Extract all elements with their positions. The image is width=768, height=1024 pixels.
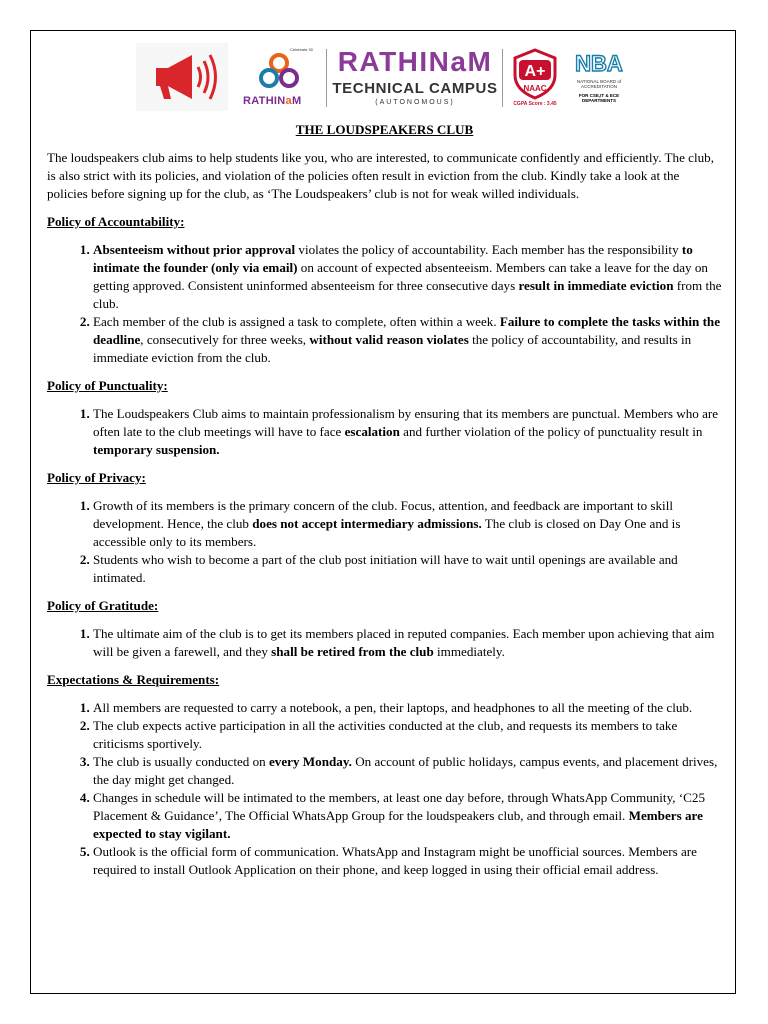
list-item: 1. Growth of its members is the primary concern of the club. Focus, attention, and feedback are important to skill development. Hence, the club does not accept intermediary admissions. The club is closed on Day One and is accessible only to its members. — [93, 497, 722, 551]
list-item: 2. Each member of the club is assigned a task to complete, often within a week. Failure to complete the tasks within the deadline, consecutively for three weeks, without valid reason violates the policy of accountability, and results in immediate eviction from the club. — [93, 313, 722, 367]
megaphone-icon — [136, 43, 228, 111]
list-item: 3. The club is usually conducted on every Monday. On account of public holidays, campus events, and placement drives, the day might get changed. — [93, 753, 722, 789]
section-heading-gratitude: Policy of Gratitude: — [47, 598, 159, 613]
list-item: 5. Outlook is the official form of communication. WhatsApp and Instagram might be unofficial sources. Members are required to install Outlook Application on their phone, and keep logged in using their official email address. — [93, 843, 722, 879]
section-heading-punctuality: Policy of Punctuality: — [47, 378, 168, 393]
campus-name: RATHINaM — [337, 46, 493, 77]
header-divider — [502, 49, 503, 107]
expectations-list — [47, 699, 722, 879]
header-logos — [136, 41, 632, 113]
accountability-list — [47, 241, 722, 367]
privacy-list — [47, 497, 722, 587]
nba-caption: NATIONAL BOARD of ACCREDITATION — [576, 79, 622, 89]
campus-logo — [332, 47, 498, 111]
list-item: 1. Absenteeism without prior approval violates the policy of accountability. Each member has the responsibility to intimate the founder (only via email) on account of expected absenteeism. Members can take a leave for the day on getting approved. Consistent uninformed absenteeism for three consecutive days result in immediate eviction from the club. — [93, 241, 722, 313]
nba-departments: FOR CSE,IT & ECE DEPARTMENTS — [578, 93, 620, 103]
campus-subtitle: TECHNICAL CAMPUS — [332, 80, 498, 97]
list-item: 1. All members are requested to carry a notebook, a pen, their laptops, and headphones to all the meeting of the club. — [93, 699, 722, 717]
section-heading-expectations: Expectations & Requirements: — [47, 672, 220, 687]
rathinam-tagline: Celebrate 30 — [290, 47, 313, 52]
punctuality-list — [47, 405, 722, 459]
document-title: THE LOUDSPEAKERS CLUB — [295, 122, 474, 137]
list-item: 2. Students who wish to become a part of the club post initiation will have to wait until openings are available and intimated. — [93, 551, 722, 587]
list-item: 1. The Loudspeakers Club aims to maintain professionalism by ensuring that its members are punctual. Members who are often late to the club meetings will have to face escalation and further violation of the policy of punctuality result in temporary suspension. — [93, 405, 722, 459]
intro-paragraph: The loudspeakers club aims to help students like you, who are interested, to communicate confidently and efficiently. The club, is also strict with its policies, and violation of the policies often result in eviction from the club. Kindly take a look at the policies before signing up for the club, as ‘The Loudspeakers’ club is not for weak willed individuals. — [47, 150, 714, 201]
list-item: 4. Changes in schedule will be intimated to the members, at least one day before, through WhatsApp Community, ‘C25 Placement & Guidance’, The Official WhatsApp Group for the loudspeakers club, and through email. Members are expected to stay vigilant. — [93, 789, 722, 843]
naac-score: CGPA Score : 3.45 — [513, 101, 557, 107]
list-item: 2. The club expects active participation in all the activities conducted at the club, and requests its members to take criticisms sportively. — [93, 717, 722, 753]
section-heading-accountability: Policy of Accountability: — [47, 214, 185, 229]
list-item: 1. The ultimate aim of the club is to get its members placed in reputed companies. Each member upon achieving that aim will be given a farewell, and they shall be retired from the club immediately. — [93, 625, 722, 661]
nba-wordmark: NBA — [575, 51, 623, 76]
rathinam-wordmark: RATHINaM — [243, 95, 302, 107]
naac-logo — [508, 47, 562, 111]
header-divider — [326, 49, 327, 107]
document-body — [47, 121, 722, 889]
rathinam-logo — [239, 45, 321, 111]
naac-grade: A+ — [524, 63, 546, 80]
section-heading-privacy: Policy of Privacy: — [47, 470, 146, 485]
naac-label: NAAC — [523, 84, 547, 93]
campus-status: (AUTONOMOUS) — [375, 99, 455, 106]
gratitude-list — [47, 625, 722, 661]
nba-logo — [566, 47, 632, 111]
